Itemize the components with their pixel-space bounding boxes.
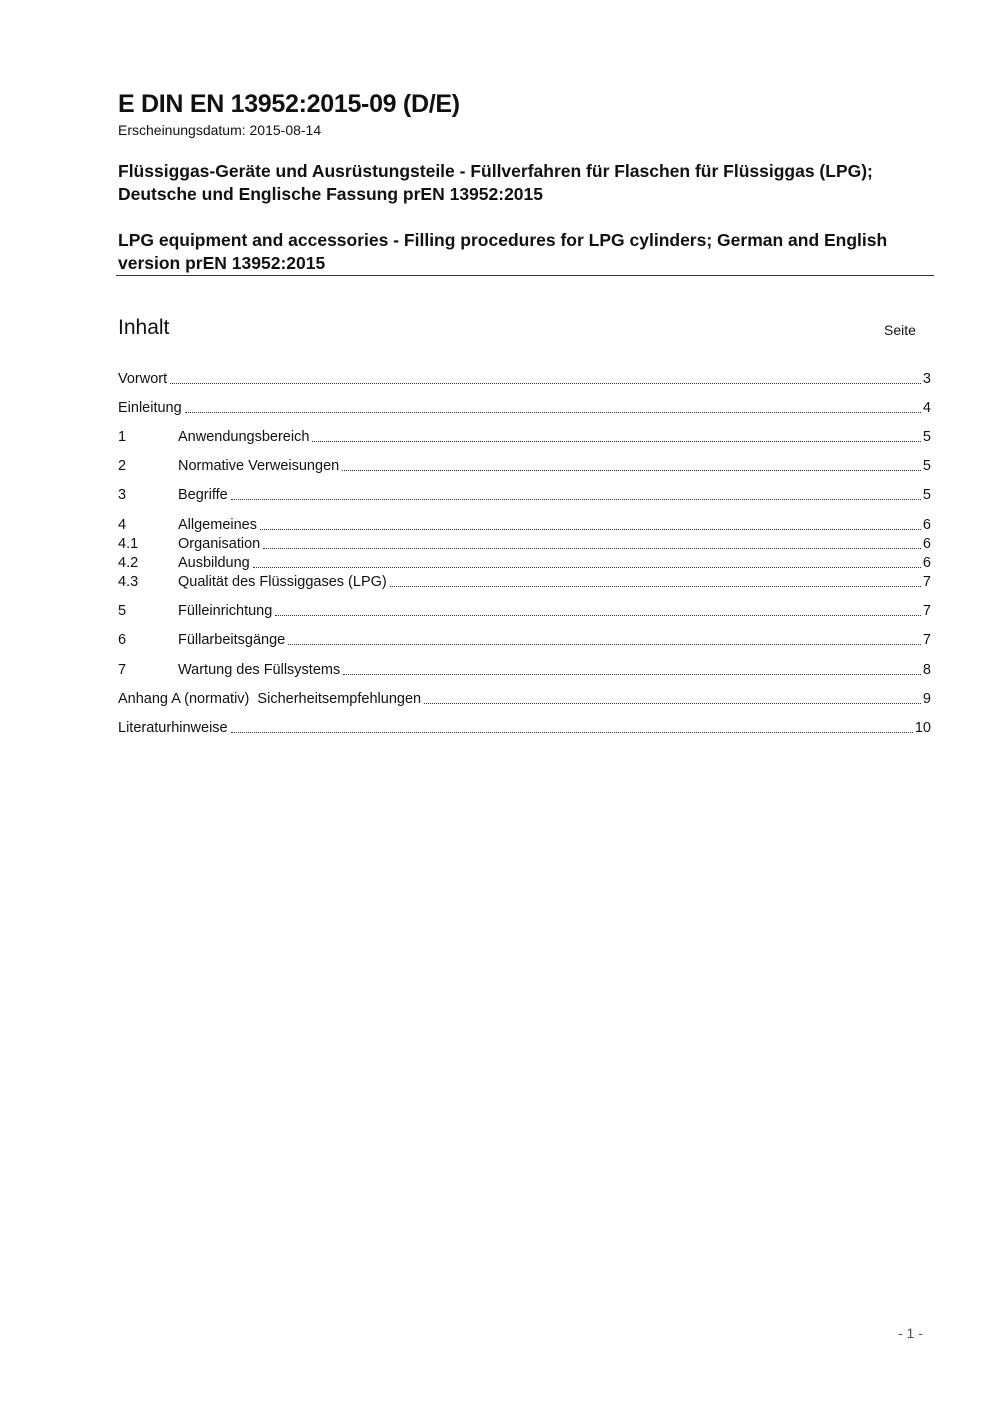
toc-entry[interactable]: [118, 554, 931, 572]
toc-entry[interactable]: [118, 661, 931, 679]
toc-entry[interactable]: [118, 602, 931, 620]
toc-dot-leader: [170, 383, 921, 384]
toc-entry-number: 4.2: [118, 555, 139, 571]
toc-dot-leader: [260, 529, 921, 530]
title-german: Flüssiggas-Geräte und Ausrüstungsteile - Füllverfahren für Flaschen für Flüssiggas (LPG); Deutsche und Englische Fassung prEN 13952:2015: [118, 161, 873, 204]
toc-entry-page: 5: [922, 458, 931, 474]
document-title: E DIN EN 13952:2015-09 (D/E): [118, 90, 460, 118]
toc-entry-page: 5: [922, 487, 931, 503]
toc-entry-label: Organisation: [178, 536, 261, 552]
toc-dot-leader: [275, 615, 921, 616]
toc-entry-page: 3: [922, 371, 931, 387]
toc-entry[interactable]: [118, 428, 931, 446]
toc-page-column-heading: Seite: [884, 322, 916, 338]
toc-entry-label: Normative Verweisungen: [178, 458, 340, 474]
toc-entry-label: Vorwort: [118, 371, 168, 387]
page-number: - 1 -: [898, 1325, 923, 1341]
toc-entry[interactable]: [118, 719, 931, 737]
toc-dot-leader: [263, 548, 921, 549]
toc-entry-page: 7: [922, 603, 931, 619]
toc-entry-label: Ausbildung: [178, 555, 250, 571]
toc-heading: Inhalt: [118, 316, 170, 339]
toc-entry-number: 5: [118, 603, 127, 619]
toc-entry[interactable]: [118, 457, 931, 475]
toc-entry[interactable]: [118, 516, 931, 534]
toc-entry[interactable]: [118, 690, 931, 708]
toc-entry-page: 6: [922, 517, 931, 533]
toc-entry-page: 10: [914, 720, 931, 736]
toc-entry-page: 7: [922, 574, 931, 590]
toc-dot-leader: [312, 441, 921, 442]
toc-dot-leader: [231, 732, 913, 733]
toc-dot-leader: [343, 674, 921, 675]
toc-dot-leader: [390, 586, 921, 587]
toc-entry[interactable]: [118, 535, 931, 553]
toc-entry-number: 2: [118, 458, 127, 474]
toc-entry-label: Qualität des Flüssiggases (LPG): [178, 574, 387, 590]
toc-entry-number: 1: [118, 429, 127, 445]
toc-entry[interactable]: [118, 486, 931, 504]
toc-entry-page: 7: [922, 632, 931, 648]
toc-dot-leader: [185, 412, 921, 413]
toc-dot-leader: [342, 470, 921, 471]
toc-entry[interactable]: [118, 631, 931, 649]
toc-entry[interactable]: [118, 370, 931, 388]
toc-entry-number: 7: [118, 662, 127, 678]
toc-entry-page: 4: [922, 400, 931, 416]
publication-date: Erscheinungsdatum: 2015-08-14: [118, 122, 322, 138]
toc-entry-page: 6: [922, 555, 931, 571]
toc-entry-label: Begriffe: [178, 487, 228, 503]
toc-entry-number: 6: [118, 632, 127, 648]
title-english: LPG equipment and accessories - Filling procedures for LPG cylinders; German and English version prEN 13952:2015: [118, 230, 888, 273]
toc-entry-label: Literaturhinweise: [118, 720, 228, 736]
toc-entry-page: 5: [922, 429, 931, 445]
toc-dot-leader: [288, 644, 921, 645]
toc-entry-number: 3: [118, 487, 127, 503]
header-divider: [116, 275, 934, 276]
toc-entry-page: 6: [922, 536, 931, 552]
toc-dot-leader: [253, 567, 921, 568]
toc-entry-number: 4.1: [118, 536, 139, 552]
toc-entry[interactable]: [118, 573, 931, 591]
toc-entry-label: Anhang A (normativ) Sicherheitsempfehlungen: [118, 691, 422, 707]
toc-entry-label: Einleitung: [118, 400, 182, 416]
toc-entry-number: 4: [118, 517, 127, 533]
toc-dot-leader: [231, 499, 921, 500]
toc-dot-leader: [424, 703, 921, 704]
toc-entry-label: Allgemeines: [178, 517, 257, 533]
toc-entry[interactable]: [118, 399, 931, 417]
toc-entry-page: 9: [922, 691, 931, 707]
toc-entry-number: 4.3: [118, 574, 139, 590]
toc-entry-label: Wartung des Füllsystems: [178, 662, 341, 678]
toc-entry-label: Fülleinrichtung: [178, 603, 273, 619]
toc-entry-label: Anwendungsbereich: [178, 429, 310, 445]
toc-entry-label: Füllarbeitsgänge: [178, 632, 286, 648]
toc-entry-page: 8: [922, 662, 931, 678]
